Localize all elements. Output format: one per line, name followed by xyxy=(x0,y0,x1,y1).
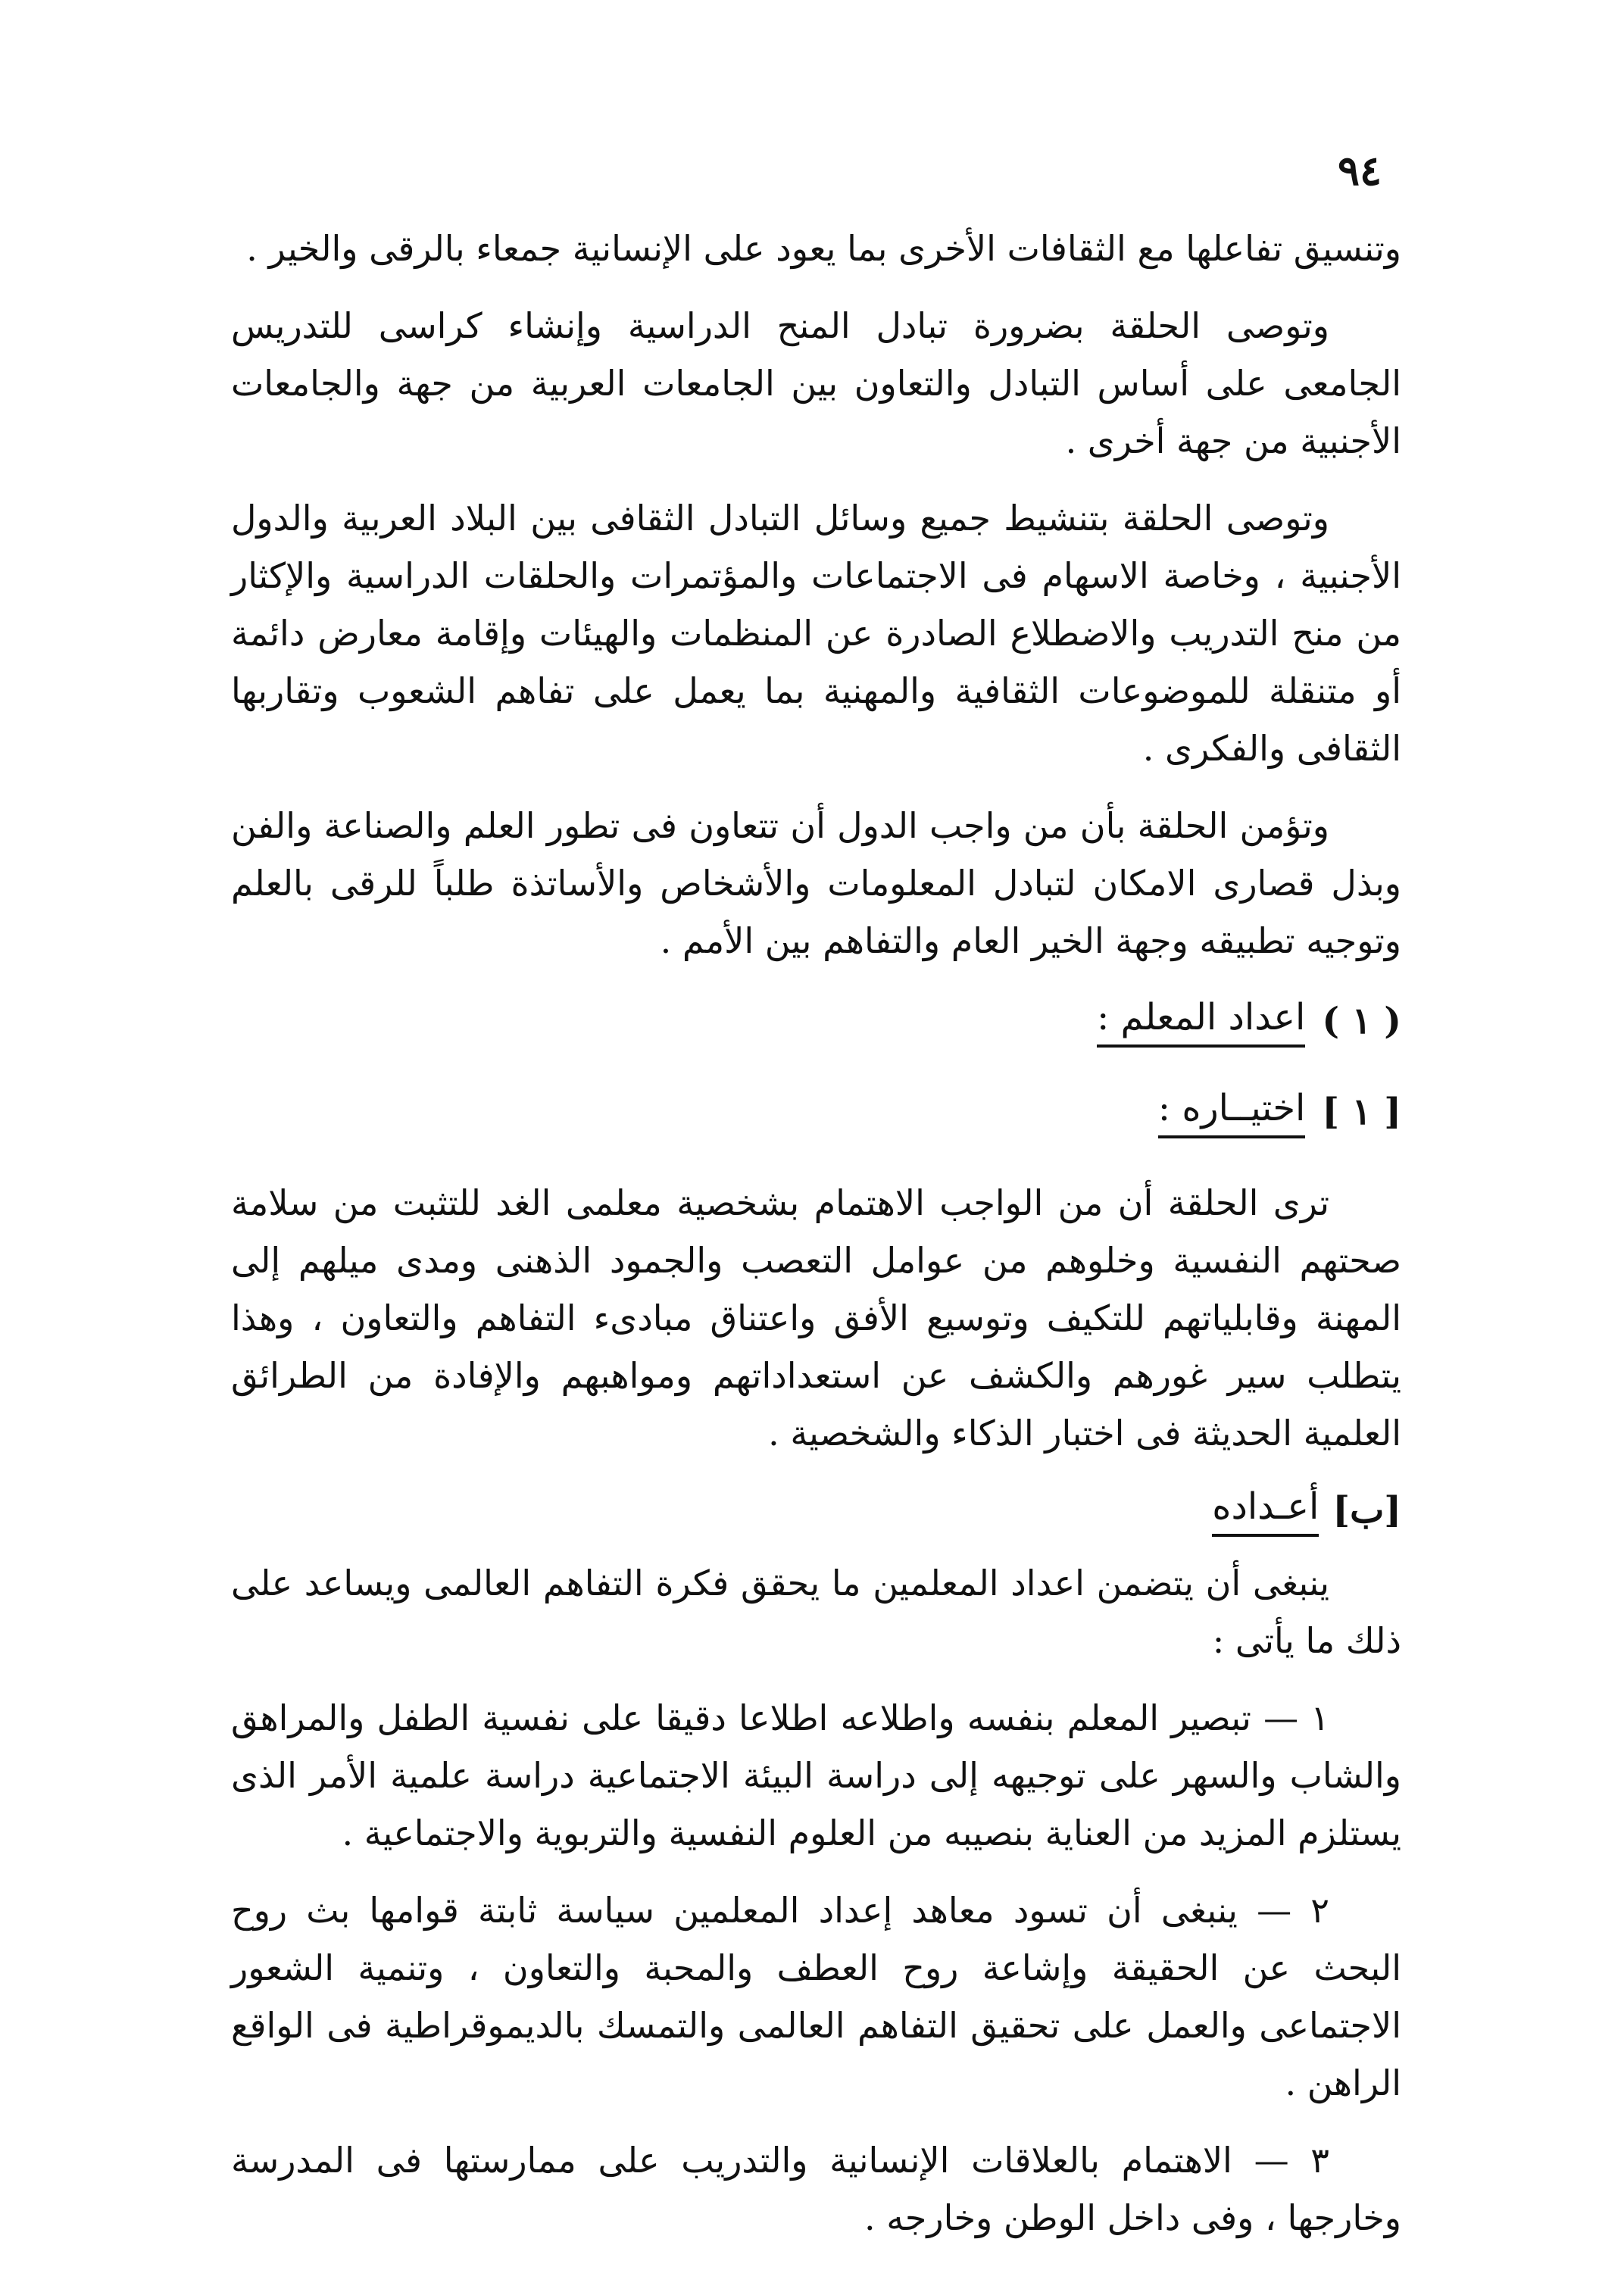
page-number: ٩٤ xyxy=(1337,146,1382,195)
list-item-number: ١ — xyxy=(1263,1697,1330,1738)
list-item-number: ٢ — xyxy=(1257,1890,1329,1931)
list-item-text: ينبغى أن تسود معاهد إعداد المعلمين سياسة ثابتة قوامها بث روح البحث عن الحقيقة وإشاعة روح العطف والمحبة والتعاون ، وتنمية الشعور الاجتماعى والعمل على تحقيق التفاهم العالمى والتمسك بالديموقراطية فى الواقع الراهن . xyxy=(231,1890,1401,2103)
subsection-marker: [ ١ ] xyxy=(1322,1091,1401,1133)
paragraph-selection: ترى الحلقة أن من الواجب الاهتمام بشخصية معلمى الغد للتثبت من سلامة صحتهم النفسية وخلوهم من عوامل التعصب والجمود الذهنى ومدى ميلهم إلى المهنة وقابلياتهم للتكيف وتوسيع الأفق واعتناق مبادىء التفاهم والتعاون ، وهذا يتطلب سير غورهم والكشف عن استعداداتهم ومواهبهم والإفادة من الطرائق العلمية الحديثة فى اختبار الذكاء والشخصية . xyxy=(231,1182,1401,1454)
subsection-marker: [ب] xyxy=(1332,1489,1401,1532)
section-marker: ( ١ ) xyxy=(1322,1000,1401,1042)
paragraph-preparation-intro: ينبغى أن يتضمن اعداد المعلمين ما يحقق فكرة التفاهم العالمى ويساعد على ذلك ما يأتى : xyxy=(231,1563,1401,1661)
paragraph-continuation: وتنسيق تفاعلها مع الثقافات الأخرى بما يعود على الإنسانية جمعاء بالرقى والخير . xyxy=(246,228,1401,269)
subsection-heading-preparation xyxy=(231,1482,1401,1539)
section-heading-teacher-preparation xyxy=(231,992,1401,1050)
subsection-title: اختيــاره : xyxy=(1158,1085,1305,1138)
list-item xyxy=(231,1881,1401,2112)
subsection-heading-selection xyxy=(231,1083,1401,1141)
list-item xyxy=(231,1689,1401,1862)
list-item-text: الاهتمام بالعلاقات الإنسانية والتدريب على ممارستها فى المدرسة وخارجها ، وفى داخل الوطن وخارجه . xyxy=(231,2140,1401,2238)
list-item xyxy=(231,2131,1401,2247)
list-item-number: ٣ — xyxy=(1254,2140,1329,2181)
subsection-title: أعـداده xyxy=(1212,1484,1319,1537)
page-body xyxy=(231,220,1401,2266)
paragraph-cultural-exchange: وتوصى الحلقة بتنشيط جميع وسائل التبادل الثقافى بين البلاد العربية والدول الأجنبية ، وخاصة الاسهام فى الاجتماعات والمؤتمرات والحلقات الدراسية والإكثار من منح التدريب والاضطلاع الصادرة عن المنظمات والهيئات وإقامة معارض دائمة أو متنقلة للموضوعات الثقافية والمهنية بما يعمل على تفاهم الشعوب وتقاربها الثقافى والفكرى . xyxy=(231,498,1401,769)
paragraph-scholarship-exchange: وتوصى الحلقة بضرورة تبادل المنح الدراسية وإنشاء كراسى للتدريس الجامعى على أساس التبادل والتعاون بين الجامعات العربية من جهة والجامعات الأجنبية من جهة أخرى . xyxy=(231,305,1402,461)
list-item-text: تبصير المعلم بنفسه واطلاعه اطلاعا دقيقا على نفسية الطفل والمراهق والشاب والسهر على توجيهه إلى دراسة البيئة الاجتماعية دراسة علمية الأمر الذى يستلزم المزيد من العناية بنصيبه من العلوم النفسية والتربوية والاجتماعية . xyxy=(231,1697,1401,1853)
section-title: اعداد المعلم : xyxy=(1097,995,1305,1048)
paragraph-science-cooperation: وتؤمن الحلقة بأن من واجب الدول أن تتعاون فى تطور العلم والصناعة والفن وبذل قصارى الامكان لتبادل المعلومات والأشخاص والأساتذة طلباً للرقى بالعلم وتوجيه تطبيقه وجهة الخير العام والتفاهم بين الأمم . xyxy=(231,805,1401,961)
